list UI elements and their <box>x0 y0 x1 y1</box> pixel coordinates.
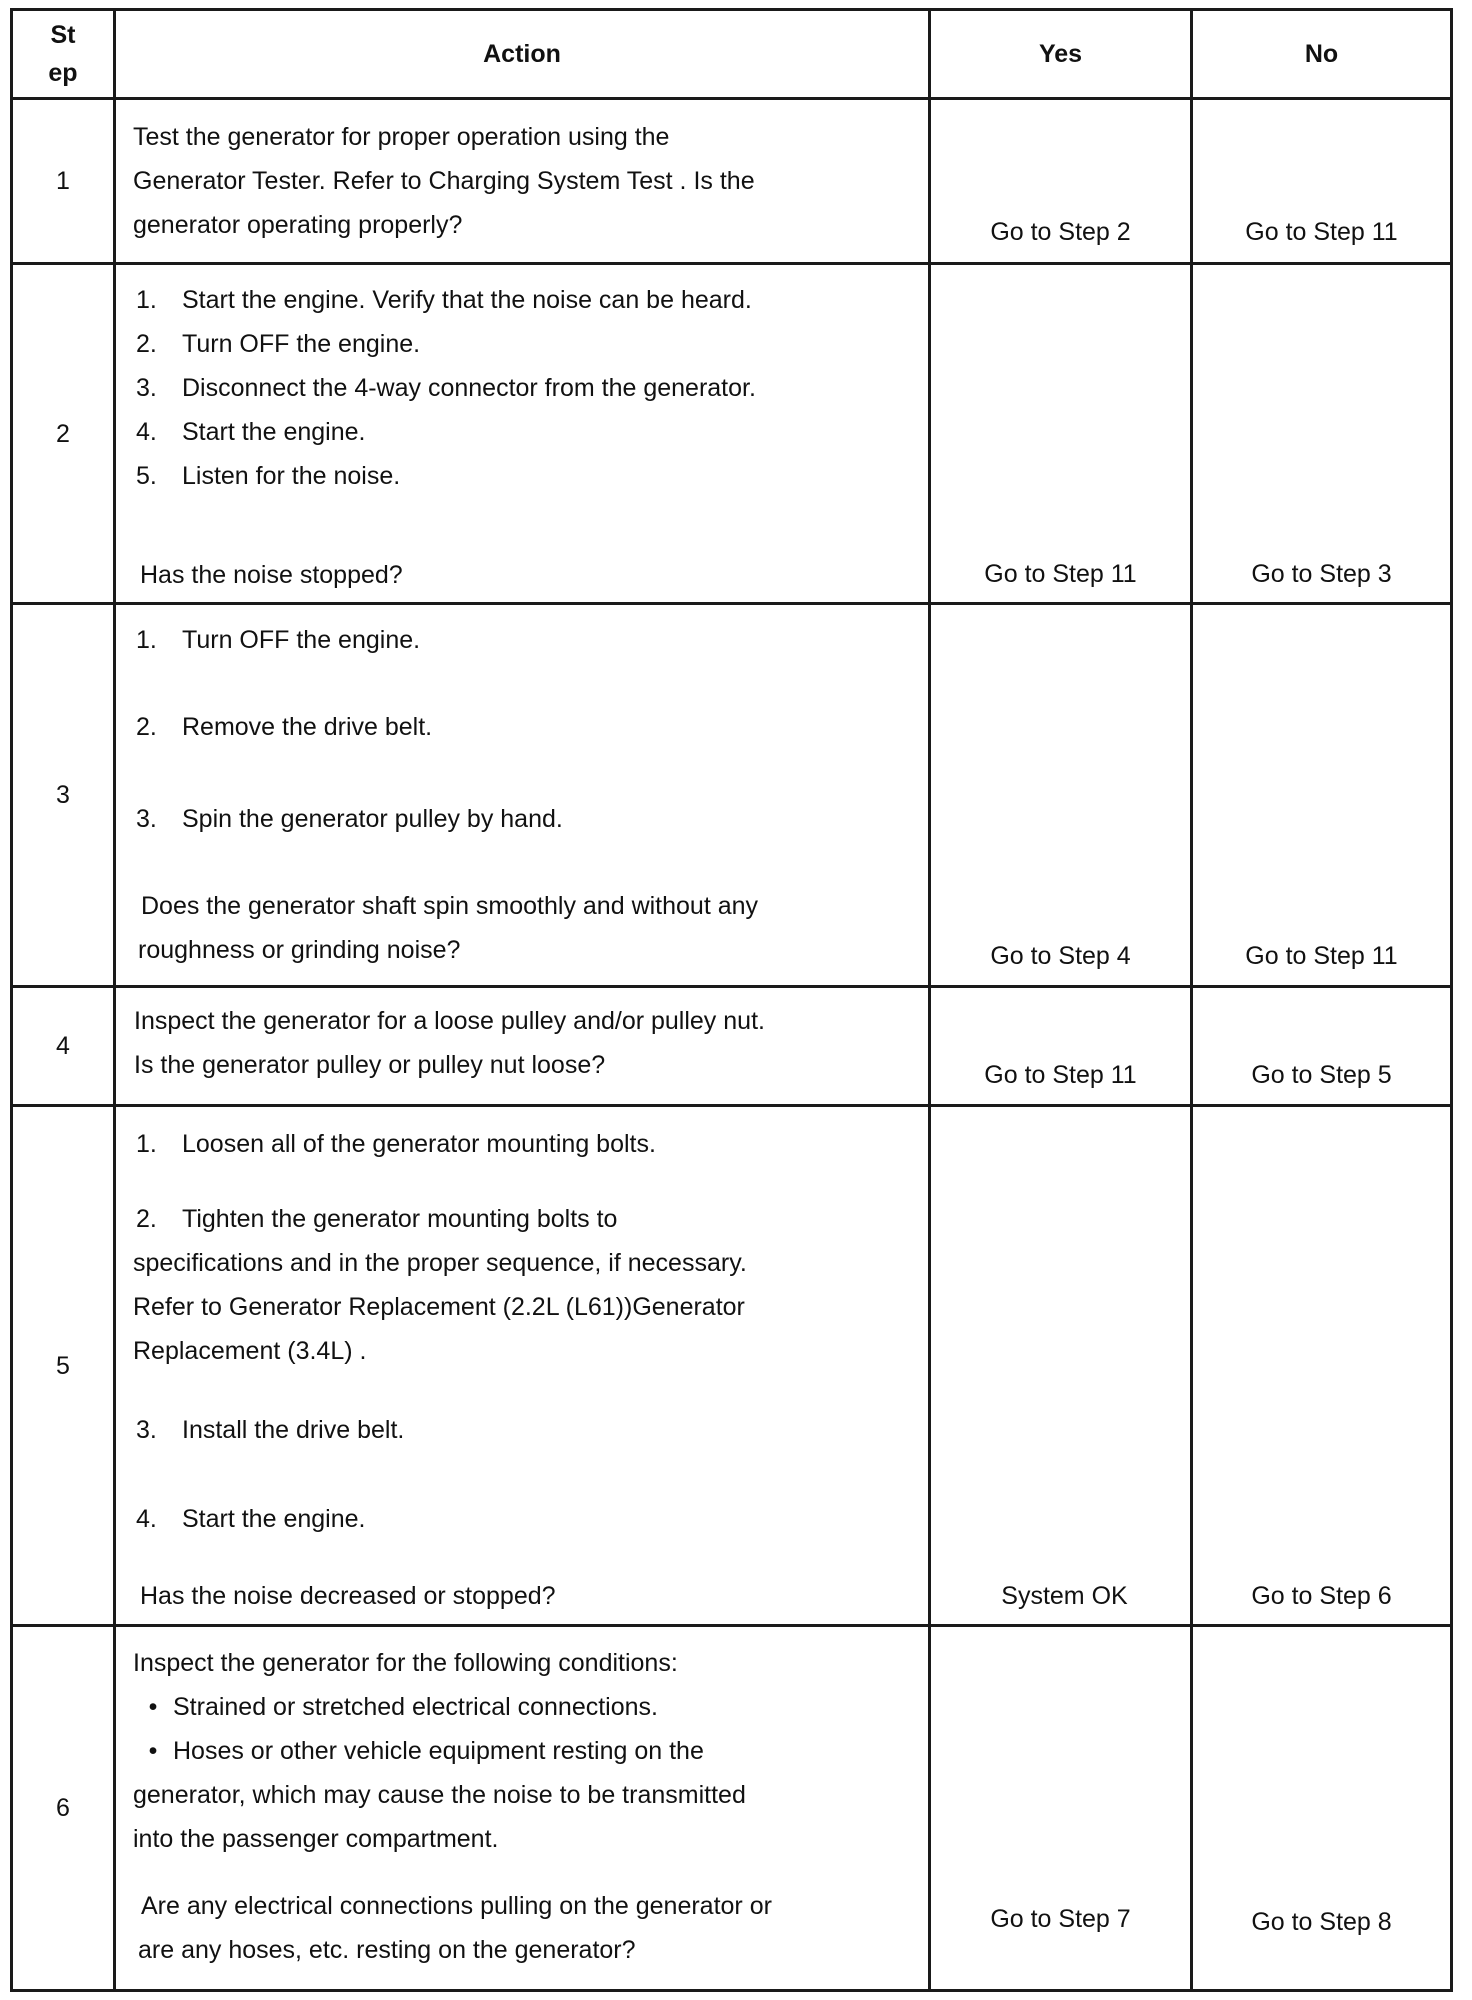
table-border-right <box>1450 8 1453 1992</box>
item-text: Turn OFF the engine. <box>182 626 421 654</box>
header-action: Action <box>483 40 561 68</box>
yes-answer: Go to Step 7 <box>990 1905 1131 1933</box>
action-step-item <box>136 1408 926 1452</box>
action-step-item <box>136 322 926 366</box>
no-answer: Go to Step 5 <box>1251 1061 1392 1089</box>
item-number: 5. <box>136 462 157 490</box>
no-answer: Go to Step 11 <box>1245 218 1398 246</box>
yes-answer: Go to Step 4 <box>990 942 1131 970</box>
action-step-item <box>136 366 926 410</box>
action-step-item <box>136 618 926 662</box>
action-step-item <box>136 1497 926 1541</box>
action-question <box>138 1884 928 1972</box>
header-step <box>13 11 113 97</box>
column-divider <box>113 8 116 1992</box>
step-number: 5 <box>56 1351 70 1380</box>
header-step-line1: St <box>50 21 76 49</box>
action-text <box>136 278 926 498</box>
no-answer: Go to Step 8 <box>1251 1908 1392 1936</box>
item-number: 3. <box>136 1416 157 1444</box>
question-line: roughness or grinding noise? <box>138 936 461 964</box>
item-text: Turn OFF the engine. <box>182 330 421 358</box>
action-text <box>133 1641 923 1861</box>
no-answer: Go to Step 6 <box>1251 1582 1392 1610</box>
item-number: 4. <box>136 1505 157 1533</box>
no-answer: Go to Step 3 <box>1251 560 1392 588</box>
action-line: Is the generator pulley or pulley nut loose? <box>134 1051 606 1079</box>
action-line: Generator Tester. Refer to Charging System Test . Is the <box>133 167 755 195</box>
item-number: 3. <box>136 805 157 833</box>
item-text: Remove the drive belt. <box>182 713 433 741</box>
item-continuation: specifications and in the proper sequence, if necessary. <box>133 1249 747 1277</box>
item-text: Start the engine. <box>182 418 366 446</box>
header-yes: Yes <box>1038 40 1083 68</box>
question-line: Does the generator shaft spin smoothly and without any <box>141 892 759 920</box>
action-line: Test the generator for proper operation using the <box>133 123 670 151</box>
action-text <box>134 999 924 1087</box>
item-continuation: Replacement (3.4L) . <box>133 1337 367 1365</box>
table-border-bottom <box>10 1989 1453 1992</box>
action-step-item <box>136 705 926 749</box>
item-text: Start the engine. <box>182 1505 366 1533</box>
yes-answer: Go to Step 11 <box>984 1061 1137 1089</box>
step-number: 3 <box>56 781 70 809</box>
action-question: Has the noise stopped? <box>140 561 403 589</box>
header-no: No <box>1304 40 1339 68</box>
step-number: 1 <box>56 167 70 195</box>
item-text: Start the engine. Verify that the noise can be heard. <box>182 286 752 314</box>
action-line: Inspect the generator for the following conditions: <box>133 1649 678 1677</box>
bullet-continuation: into the passenger compartment. <box>133 1825 499 1853</box>
item-text: Spin the generator pulley by hand. <box>182 805 563 833</box>
item-number: 4. <box>136 418 157 446</box>
item-number: 2. <box>136 713 157 741</box>
item-text: Tighten the generator mounting bolts to <box>182 1205 618 1233</box>
action-line: generator operating properly? <box>133 211 463 239</box>
action-step-item <box>133 1197 923 1373</box>
item-text: Loosen all of the generator mounting bolts. <box>182 1130 656 1158</box>
item-text: Listen for the noise. <box>182 462 401 490</box>
action-step-item <box>136 454 926 498</box>
bullet-continuation: generator, which may cause the noise to be transmitted <box>133 1781 746 1809</box>
bullet-text: Hoses or other vehicle equipment resting on the <box>173 1737 704 1765</box>
item-number: 3. <box>136 374 157 402</box>
diagnostic-table <box>10 8 1453 1992</box>
no-answer: Go to Step 11 <box>1245 942 1398 970</box>
item-number: 1. <box>136 1130 157 1158</box>
item-number: 1. <box>136 626 157 654</box>
step-number: 2 <box>56 419 70 448</box>
item-number: 1. <box>136 286 157 314</box>
action-step-item <box>136 410 926 454</box>
bullet-text: Strained or stretched electrical connections. <box>173 1693 658 1721</box>
bullet-item <box>133 1685 923 1729</box>
action-step-item <box>136 1122 926 1166</box>
bullet-glyph: • <box>148 1693 158 1721</box>
item-number: 2. <box>136 330 157 358</box>
bullet-glyph: • <box>148 1737 158 1765</box>
action-step-item <box>136 797 926 841</box>
item-text: Disconnect the 4-way connector from the generator. <box>182 374 756 402</box>
header-step-line2: ep <box>48 59 78 87</box>
item-number: 2. <box>136 1205 157 1233</box>
step-number: 4 <box>56 1032 70 1060</box>
yes-answer: Go to Step 2 <box>990 218 1131 246</box>
item-continuation: Refer to Generator Replacement (2.2L (L61))Generator <box>133 1293 745 1321</box>
question-line: are any hoses, etc. resting on the generator? <box>138 1936 636 1964</box>
action-step-item <box>136 278 926 322</box>
action-question <box>138 884 928 972</box>
item-text: Install the drive belt. <box>182 1416 405 1444</box>
yes-answer: System OK <box>1001 1582 1128 1610</box>
question-line: Are any electrical connections pulling on the generator or <box>141 1892 772 1920</box>
action-text <box>133 115 923 247</box>
action-question: Has the noise decreased or stopped? <box>140 1582 556 1610</box>
action-line: Inspect the generator for a loose pulley and/or pulley nut. <box>134 1007 765 1035</box>
bullet-item <box>133 1729 923 1773</box>
yes-answer: Go to Step 11 <box>984 560 1137 588</box>
step-number: 6 <box>56 1794 70 1822</box>
